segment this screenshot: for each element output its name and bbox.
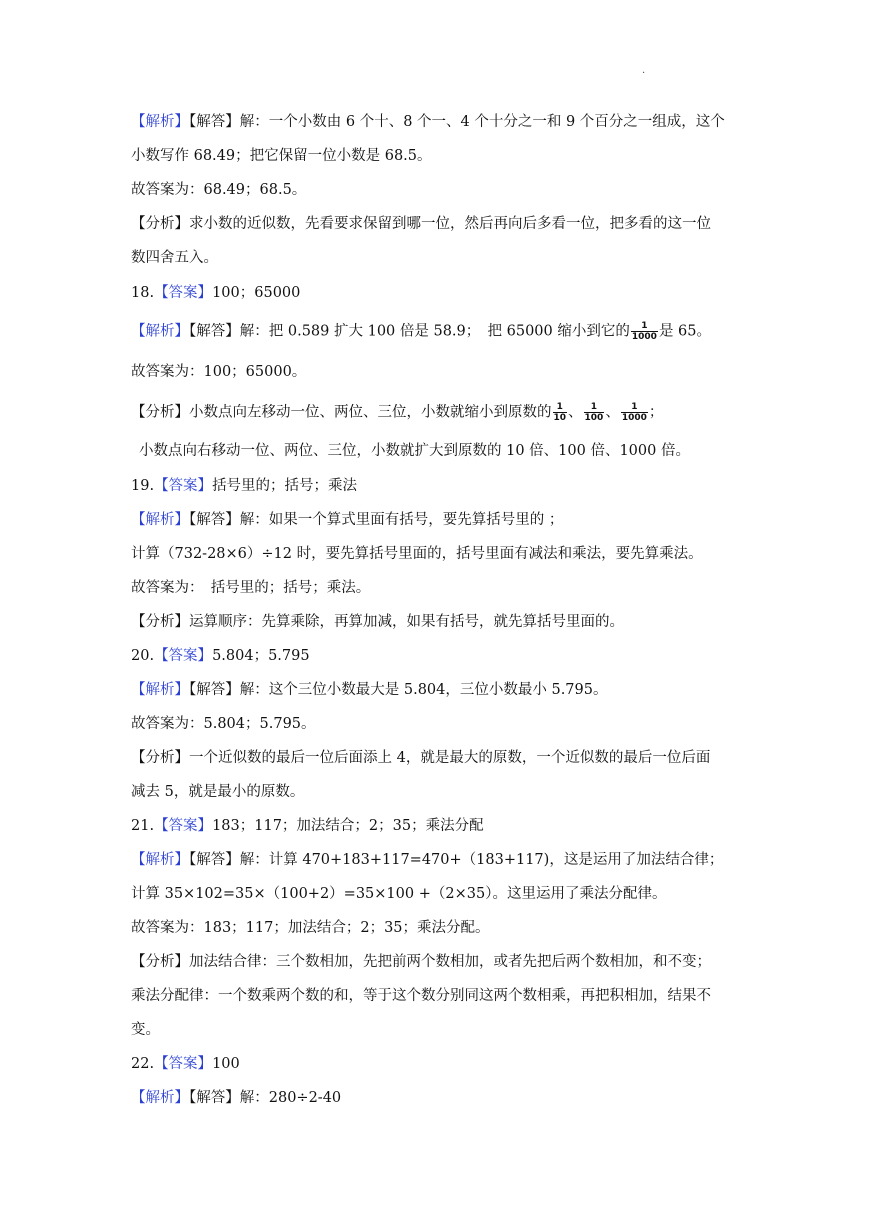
q21-fenxi-text-2: 乘法分配律：一个数乘两个数的和，等于这个数分别同这两个数相乘，再把积相加，结果不 [131, 988, 711, 1004]
q17-answer: 故答案为：68.49；68.5。 [131, 182, 307, 198]
q22-jiexi-text-1: 解：280÷2-40 [239, 1090, 342, 1106]
fraction-one-thousandth: $\frac{1}{1000}$ [631, 321, 657, 342]
q18-fenxi-line-2 [139, 441, 759, 461]
jiexi-label: 【解析】 [131, 512, 189, 528]
q19-jiexi-text-2: 计算（732-28×6）÷12 时，要先算括号里面的，括号里面有减法和乘法，要先算乘法。 [131, 546, 703, 562]
jiexi-label: 【解析】 [131, 323, 189, 340]
q20-daan: 5.804；5.795 [212, 648, 310, 664]
q21-fenxi-text-1: 加法结合律：三个数相加，先把前两个数相加，或者先把后两个数相加，和不变； [189, 954, 711, 970]
fraction-one-tenth: $\frac{1}{10}$ [553, 402, 567, 423]
fenxi-label: 【分析】 [131, 954, 189, 970]
q17-fenxi-text-2: 数四舍五入。 [131, 250, 218, 266]
q21-jiexi-text-2: 计算 35×102=35×（100+2）=35×100 +（2×35）。这里运用了乘法分配律。 [131, 886, 667, 902]
q20-jiexi-line-1 [131, 680, 751, 700]
q20-answer: 故答案为：5.804；5.795。 [131, 716, 316, 732]
q17-jiexi-text-1: 解：一个小数由 6 个十、8 个一、4 个十分之一和 9 个百分之一组成，这个 [239, 114, 725, 130]
q19-answer: 故答案为： 括号里的；括号；乘法。 [131, 580, 371, 596]
separator: 、 [568, 404, 583, 421]
q18-answer-header [131, 283, 751, 303]
fraction-one-hundredth: $\frac{1}{100}$ [584, 402, 604, 423]
q21-daan: 183；117；加法结合；2；35；乘法分配 [212, 818, 484, 834]
separator: ； [648, 404, 664, 421]
q19-fenxi-text-1: 运算顺序：先算乘除，再算加减，如果有括号，就先算括号里面的。 [189, 614, 624, 630]
q18-daan: 100；65000 [212, 285, 301, 301]
q21-number: 21. [131, 818, 155, 834]
q18-jiexi-text-b: 是 65。 [658, 323, 711, 340]
q21-answer-header [131, 816, 751, 836]
q18-fenxi-text-a: 小数点向左移动一位、两位、三位，小数就缩小到原数的 [189, 404, 552, 421]
q21-fenxi-text-3: 变。 [131, 1022, 160, 1038]
q18-answer: 故答案为：100；65000。 [131, 364, 307, 380]
q18-answer-line [131, 362, 751, 382]
q20-fenxi-line-1 [131, 748, 751, 768]
jiexi-label: 【解析】 [131, 114, 189, 130]
q21-fenxi-line-1 [131, 952, 751, 972]
jiexi-label: 【解析】 [131, 682, 189, 698]
q18-fenxi-line-1 [131, 402, 751, 423]
fenxi-label: 【分析】 [131, 216, 189, 232]
q17-fenxi-text-1: 求小数的近似数，先看要求保留到哪一位，然后再向后多看一位，把多看的这一位 [189, 216, 711, 232]
q19-fenxi-line-1 [131, 612, 751, 632]
q19-jiexi-text-1: 解：如果一个算式里面有括号，要先算括号里的 ； [239, 512, 564, 528]
daan-label: 【答案】 [154, 285, 213, 301]
q20-number: 20. [131, 648, 155, 664]
jieda-label: 【解答】 [189, 852, 240, 868]
q18-jiexi-text-a: 解：把 0.589 扩大 100 倍是 58.9； 把 65000 缩小到它的 [239, 323, 630, 340]
q19-number: 19. [131, 478, 155, 494]
q17-fenxi-line-2 [131, 248, 751, 268]
q17-jiexi-line-1 [131, 112, 751, 132]
q21-fenxi-line-3 [131, 1020, 751, 1040]
jieda-label: 【解答】 [189, 512, 240, 528]
jieda-label: 【解答】 [189, 1090, 240, 1106]
q22-number: 22. [131, 1056, 155, 1072]
q18-jiexi-line-1 [131, 321, 751, 342]
q22-answer-header [131, 1054, 751, 1074]
q21-jiexi-line-1 [131, 850, 751, 870]
fenxi-label: 【分析】 [131, 614, 189, 630]
separator: 、 [605, 404, 620, 421]
corner-mark: . [642, 65, 646, 76]
q17-jiexi-text-2: 小数写作 68.49；把它保留一位小数是 68.5。 [131, 148, 432, 164]
q19-answer-line [131, 578, 751, 598]
q20-jiexi-text-1: 解：这个三位小数最大是 5.804，三位小数最小 5.795。 [239, 682, 608, 698]
jieda-label: 【解答】 [189, 114, 240, 130]
q18-number: 18. [131, 285, 155, 301]
jieda-label: 【解答】 [189, 682, 240, 698]
q22-jiexi-line-1 [131, 1088, 751, 1108]
q18-fenxi-text-2: 小数点向右移动一位、两位、三位，小数就扩大到原数的 10 倍、100 倍、1000 倍。 [139, 443, 690, 459]
q21-answer: 故答案为：183；117；加法结合；2；35；乘法分配。 [131, 920, 490, 936]
daan-label: 【答案】 [154, 478, 213, 494]
q22-daan: 100 [212, 1056, 240, 1072]
daan-label: 【答案】 [154, 1056, 213, 1072]
q21-fenxi-line-2 [131, 986, 751, 1006]
q17-answer-line [131, 180, 751, 200]
q17-jiexi-line-2 [131, 146, 751, 166]
q20-answer-line [131, 714, 751, 734]
jieda-label: 【解答】 [189, 323, 240, 340]
fenxi-label: 【分析】 [131, 750, 189, 766]
q19-answer-header [131, 476, 751, 496]
fenxi-label: 【分析】 [131, 404, 189, 421]
q19-daan: 括号里的；括号；乘法 [212, 478, 358, 494]
daan-label: 【答案】 [154, 648, 213, 664]
q20-fenxi-text-1: 一个近似数的最后一位后面添上 4，就是最大的原数，一个近似数的最后一位后面 [189, 750, 711, 766]
daan-label: 【答案】 [154, 818, 213, 834]
q20-answer-header [131, 646, 751, 666]
q21-jiexi-text-1: 解：计算 470+183+117=470+（183+117)，这是运用了加法结合律； [239, 852, 724, 868]
jiexi-label: 【解析】 [131, 1090, 189, 1106]
q19-jiexi-line-1 [131, 510, 751, 530]
q20-fenxi-line-2 [131, 782, 751, 802]
fraction-one-thousandth: $\frac{1}{1000}$ [621, 402, 647, 423]
q20-fenxi-text-2: 减去 5，就是最小的原数。 [131, 784, 305, 800]
q21-answer-line [131, 918, 751, 938]
jiexi-label: 【解析】 [131, 852, 189, 868]
q19-jiexi-line-2 [131, 544, 751, 564]
q21-jiexi-line-2 [131, 884, 751, 904]
q17-fenxi-line-1 [131, 214, 751, 234]
